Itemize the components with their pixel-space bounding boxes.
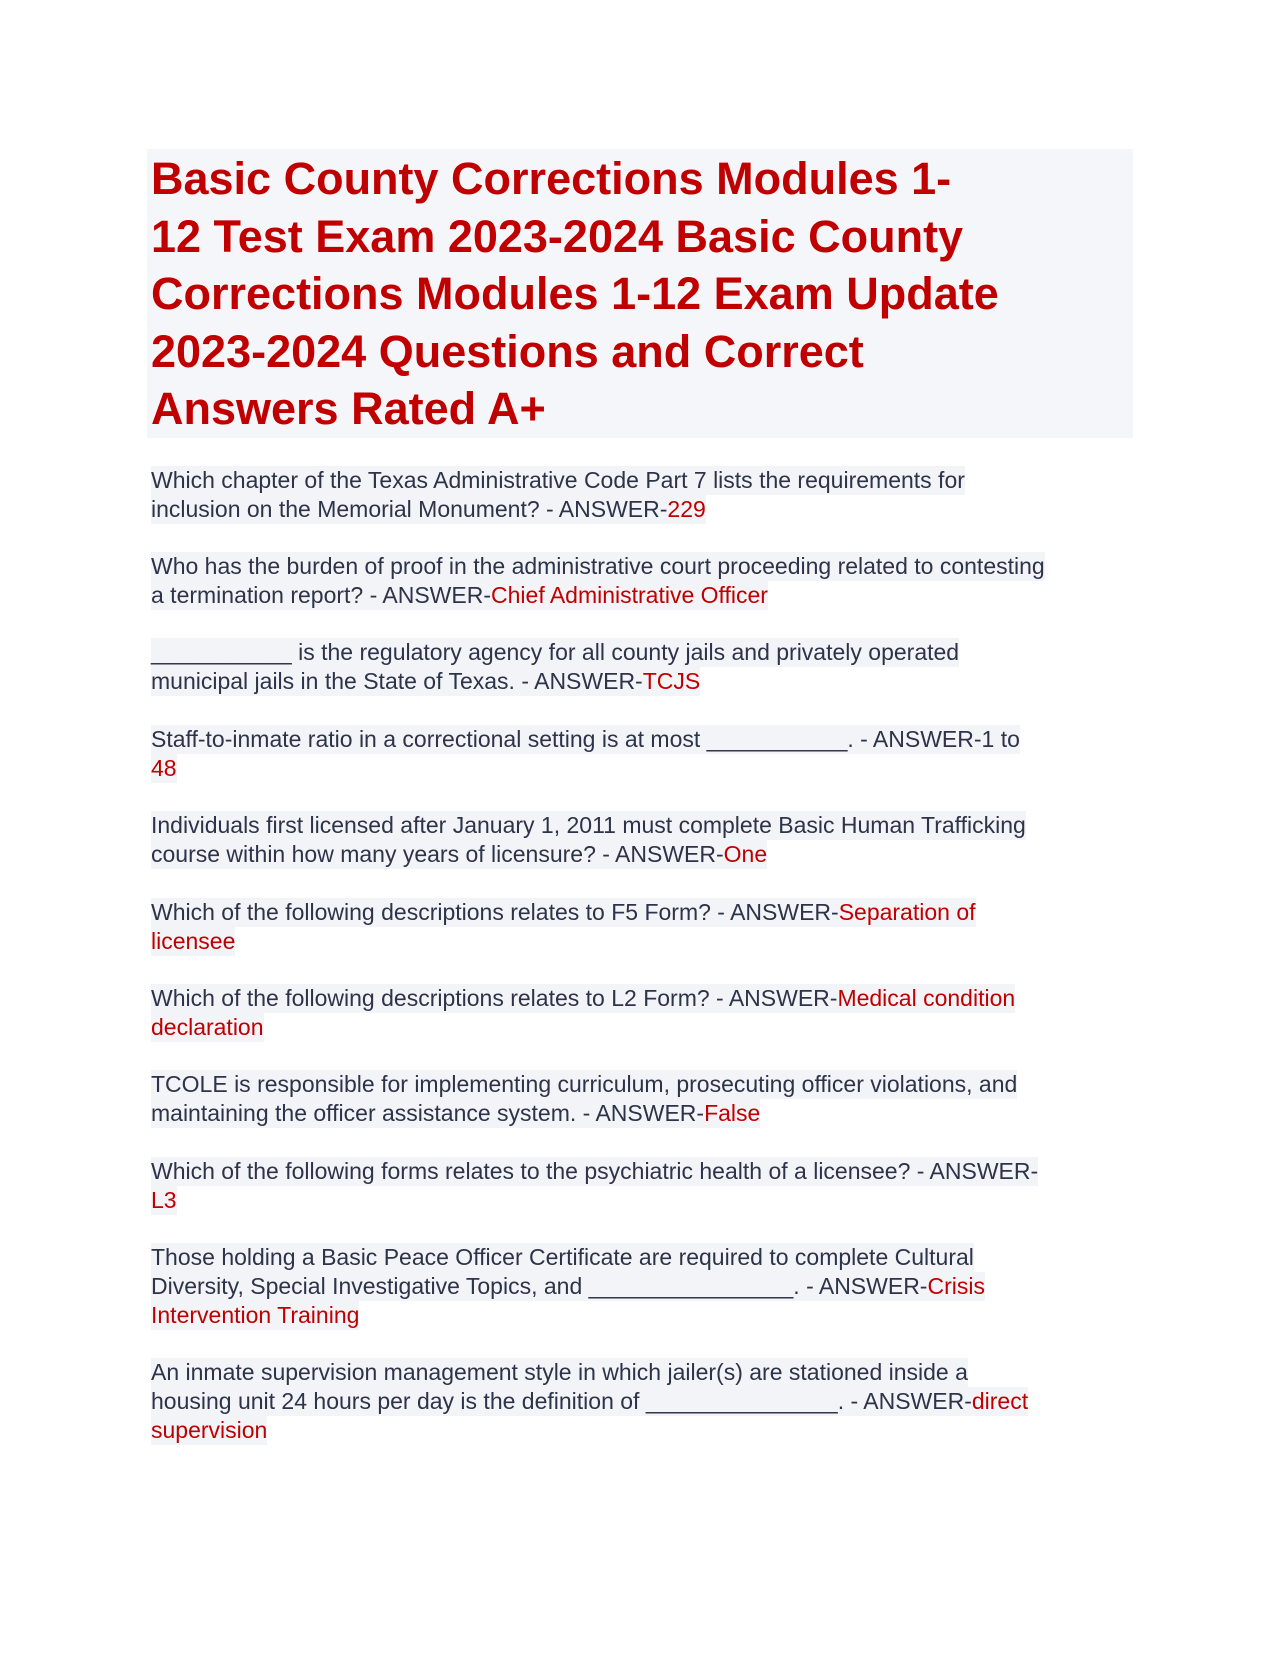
question-text: Individuals first licensed after January 1, 2011 must complete Basic Human Trafficking: [151, 812, 1026, 838]
question-text: inclusion on the Memorial Monument? - ANSWER-: [151, 496, 668, 522]
qa-item: [151, 725, 1141, 783]
question-line: [151, 1272, 985, 1301]
qa-item: [151, 898, 1141, 956]
qa-item: [151, 466, 1141, 524]
qa-item: [151, 638, 1141, 696]
question-text: municipal jails in the State of Texas. - ANSWER-: [151, 668, 643, 694]
question-text: Staff-to-inmate ratio in a correctional setting is at most ___________. - ANSWER-1 to: [151, 726, 1020, 752]
qa-item: [151, 984, 1141, 1042]
answer-text: Intervention Training: [151, 1302, 360, 1328]
question-line: [151, 1099, 760, 1128]
question-line: [151, 840, 767, 869]
qa-item: [151, 1358, 1141, 1445]
answer-text: 48: [151, 755, 177, 781]
question-line: [151, 984, 1015, 1013]
question-line: [151, 581, 768, 610]
question-text: Which of the following forms relates to the psychiatric health of a licensee? - ANSWER-: [151, 1158, 1039, 1184]
question-text: ___________ is the regulatory agency for all county jails and privately operated: [151, 639, 960, 665]
question-line: [151, 1416, 267, 1445]
question-line: [151, 898, 976, 927]
answer-text: False: [704, 1100, 761, 1126]
answer-text: Medical condition: [837, 985, 1016, 1011]
question-line: [151, 1186, 177, 1215]
qa-item: [151, 1243, 1141, 1330]
question-line: [151, 638, 959, 667]
question-line: [151, 1358, 968, 1387]
qa-item: [151, 811, 1141, 869]
question-line: [151, 667, 700, 696]
question-text: Which of the following descriptions relates to L2 Form? - ANSWER-: [151, 985, 838, 1011]
question-text: a termination report? - ANSWER-: [151, 582, 492, 608]
question-line: [151, 1387, 1028, 1416]
question-text: TCOLE is responsible for implementing curriculum, prosecuting officer violations, and: [151, 1071, 1018, 1097]
question-line: [151, 754, 177, 783]
question-text: Who has the burden of proof in the administrative court proceeding related to contesting: [151, 553, 1045, 579]
answer-text: Chief Administrative Officer: [491, 582, 768, 608]
answer-text: One: [723, 841, 768, 867]
question-text: maintaining the officer assistance system. - ANSWER-: [151, 1100, 705, 1126]
answer-text: direct: [971, 1388, 1029, 1414]
question-line: [151, 927, 235, 956]
question-line: [151, 1070, 1017, 1099]
question-line: [151, 466, 965, 495]
question-line: [151, 1243, 974, 1272]
answer-text: L3: [151, 1187, 177, 1213]
answer-text: supervision: [151, 1417, 268, 1443]
question-line: [151, 495, 706, 524]
question-text: Which of the following descriptions relates to F5 Form? - ANSWER-: [151, 899, 839, 925]
question-line: [151, 552, 1045, 581]
question-line: [151, 1157, 1038, 1186]
question-text: Those holding a Basic Peace Officer Certificate are required to complete Cultural: [151, 1244, 974, 1270]
question-line: [151, 811, 1026, 840]
question-text: An inmate supervision management style in which jailer(s) are stationed inside a: [151, 1359, 968, 1385]
question-text: Which chapter of the Texas Administrative Code Part 7 lists the requirements for: [151, 467, 965, 493]
answer-text: Separation of: [838, 899, 976, 925]
question-text: housing unit 24 hours per day is the definition of _______________. - ANSWER-: [151, 1388, 972, 1414]
answer-text: TCJS: [642, 668, 701, 694]
question-line: [151, 1013, 264, 1042]
question-text: Diversity, Special Investigative Topics, and ________________. - ANSWER-: [151, 1273, 928, 1299]
question-text: course within how many years of licensure? - ANSWER-: [151, 841, 724, 867]
question-line: [151, 1301, 359, 1330]
answer-text: declaration: [151, 1014, 264, 1040]
qa-item: [151, 1070, 1141, 1128]
answer-text: licensee: [151, 928, 236, 954]
question-line: [151, 725, 1020, 754]
answer-text: Crisis: [927, 1273, 985, 1299]
document-title: Basic County Corrections Modules 1- 12 Test Exam 2023-2024 Basic County Corrections Modules 1-12 Exam Update 2023-2024 Questions and Correct Answers Rated A+: [151, 153, 999, 434]
qa-item: [151, 552, 1141, 610]
qa-item: [151, 1157, 1141, 1215]
answer-text: 229: [667, 496, 706, 522]
